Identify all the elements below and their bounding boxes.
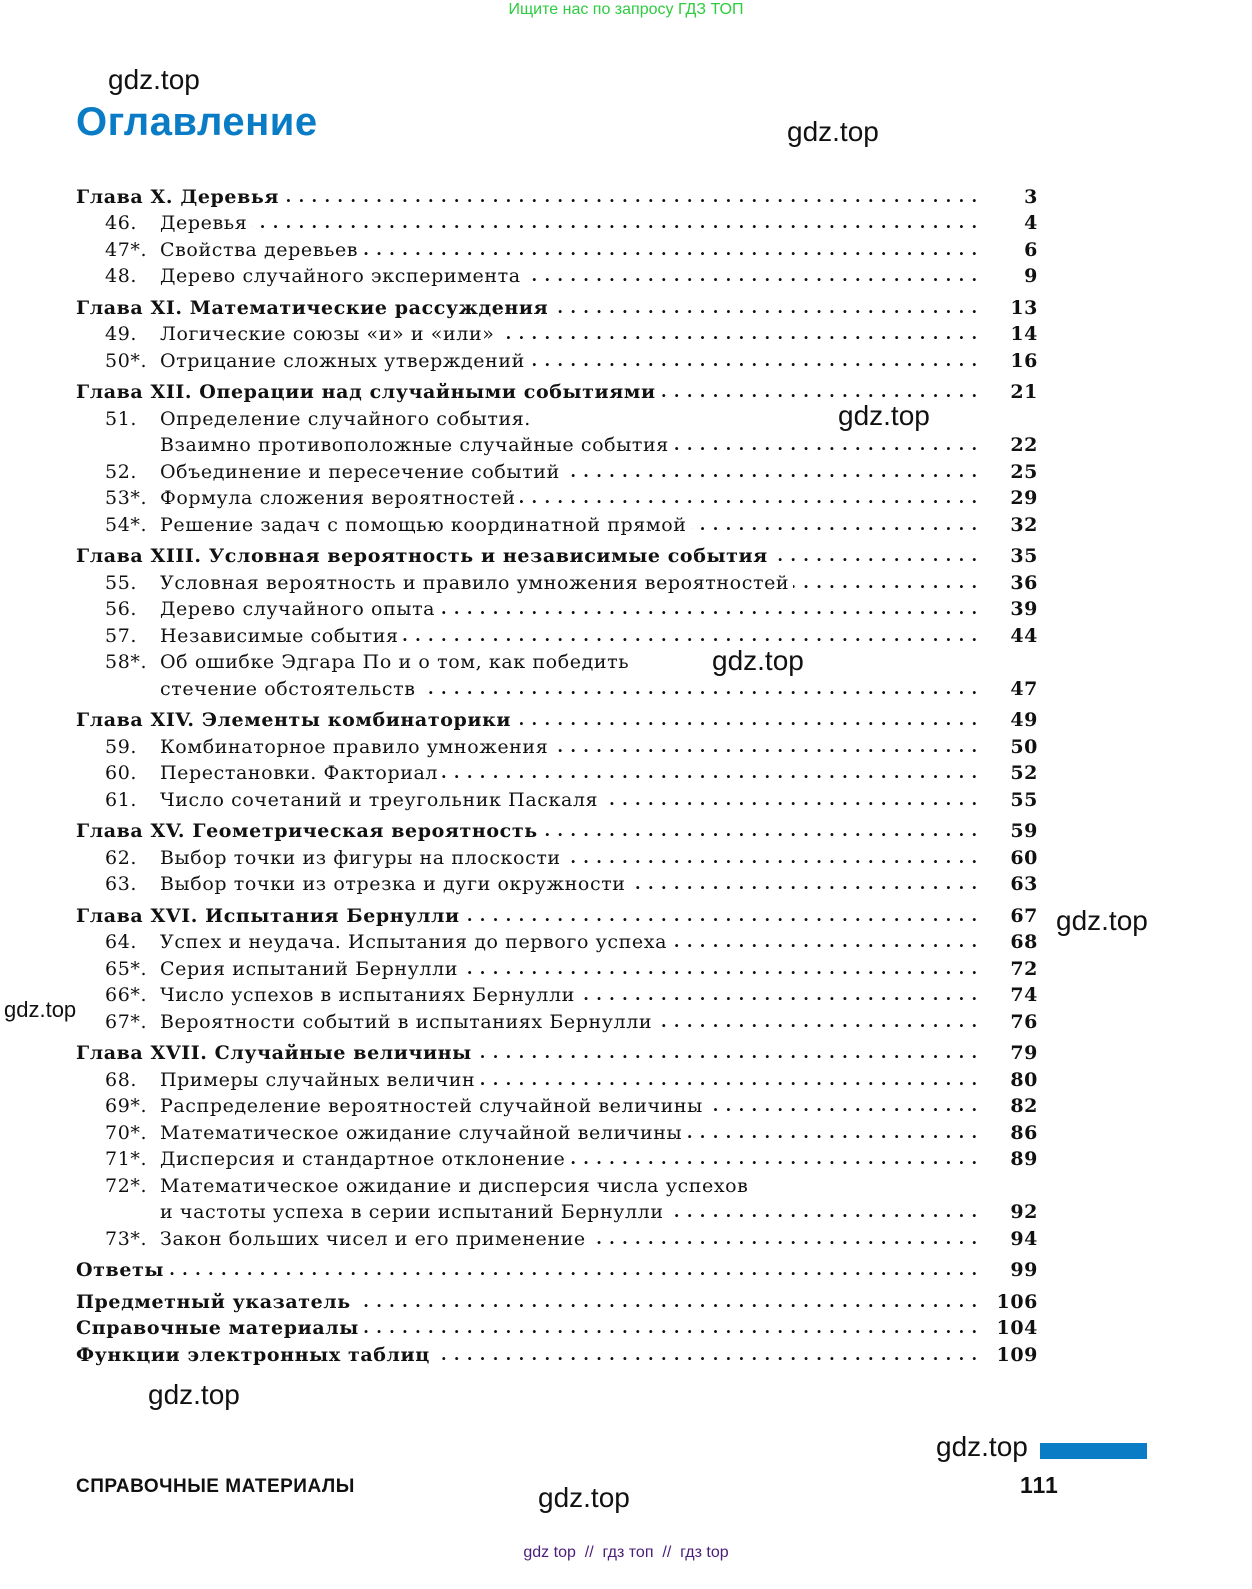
section-title: Вероятности событий в испытаниях Бернулли	[160, 1013, 656, 1032]
section-number: 66*.	[105, 984, 148, 1006]
toc-section-entry[interactable]	[76, 1090, 1038, 1117]
dot-leader	[439, 600, 978, 619]
dot-leader	[660, 383, 978, 402]
page-number: 63	[1010, 873, 1038, 895]
dot-leader	[691, 516, 978, 535]
section-number: 67*.	[105, 1010, 148, 1033]
chapter-title: Глава XI. Математические рассуждения	[76, 299, 552, 318]
toc-chapter-entry[interactable]	[76, 815, 1038, 842]
section-title: Примеры случайных величин	[160, 1071, 479, 1090]
page-number: 109	[996, 1343, 1038, 1366]
toc-section-entry[interactable]	[76, 1143, 1038, 1170]
section-title: Выбор точки из отрезка и дуги окружности	[160, 875, 630, 894]
toc-chapter-entry[interactable]	[76, 1254, 1038, 1281]
dot-leader	[569, 1150, 978, 1169]
page-number: 106	[996, 1290, 1038, 1313]
dot-leader	[525, 267, 978, 286]
section-number: 65*.	[105, 957, 148, 980]
dot-leader	[520, 489, 978, 508]
section-number: 59.	[105, 735, 138, 758]
section-number: 56.	[105, 598, 138, 620]
section-title: Решение задач с помощью координатной прямой	[160, 516, 691, 535]
section-number: 46.	[105, 212, 138, 234]
page-number: 36	[1010, 571, 1038, 594]
section-title: Логические союзы «и» и «или»	[160, 325, 498, 344]
section-title: Математическое ожидание и дисперсия числа успехов	[160, 1177, 752, 1196]
toc-section-entry[interactable]	[76, 672, 1038, 699]
toc-section-entry[interactable]	[76, 952, 1038, 979]
page-number: 14	[1010, 323, 1038, 345]
page-number: 80	[1010, 1068, 1038, 1091]
dot-leader	[251, 214, 978, 233]
dot-leader	[565, 849, 978, 868]
page-number: 55	[1010, 788, 1038, 811]
dot-leader	[464, 907, 978, 926]
page-number: 94	[1010, 1227, 1038, 1250]
toc-section-entry[interactable]	[76, 1005, 1038, 1032]
toc-section-entry[interactable]	[76, 730, 1038, 757]
dot-leader	[630, 875, 978, 894]
toc-section-entry[interactable]	[76, 979, 1038, 1006]
page-number: 92	[1010, 1201, 1038, 1223]
section-title: Комбинаторное правило умножения	[160, 738, 552, 757]
toc-section-entry[interactable]	[76, 482, 1038, 509]
page-number: 3	[1024, 185, 1038, 208]
toc-section-entry[interactable]	[76, 429, 1038, 456]
toc-section-entry[interactable]	[76, 645, 1038, 676]
dot-leader	[476, 1044, 978, 1063]
watermark: gdz.top	[838, 400, 930, 431]
toc-section-entry[interactable]	[76, 344, 1038, 371]
section-title: Взаимно противоположные случайные события	[160, 436, 673, 455]
page-number: 68	[1010, 931, 1038, 953]
top-search-banner: Ищите нас по запросу ГДЗ ТОП	[508, 1, 744, 18]
dot-leader	[590, 1230, 978, 1249]
dot-leader	[552, 299, 978, 318]
section-number: 48.	[105, 265, 138, 287]
page-number: 52	[1010, 762, 1038, 784]
page-number: 32	[1010, 513, 1038, 536]
chapter-title: Глава XV. Геометрическая вероятность	[76, 822, 542, 841]
page-number: 60	[1010, 846, 1038, 869]
section-title: Выбор точки из фигуры на плоскости	[160, 849, 565, 868]
page-number: 21	[1010, 381, 1038, 403]
page-number: 89	[1010, 1148, 1038, 1170]
section-number: 60.	[105, 762, 138, 784]
section-number: 53*.	[105, 487, 148, 509]
dot-leader	[564, 463, 978, 482]
page-number: 9	[1024, 265, 1038, 287]
section-title: Число успехов в испытаниях Бернулли	[160, 986, 579, 1005]
section-title: Распределение вероятностей случайной величины	[160, 1097, 707, 1116]
dot-leader	[686, 1124, 978, 1143]
dot-leader	[656, 1013, 978, 1032]
page-number: 104	[996, 1317, 1038, 1339]
toc-section-entry[interactable]	[76, 1063, 1038, 1090]
page-number: 44	[1010, 624, 1038, 647]
toc-chapter-entry[interactable]	[76, 1037, 1038, 1064]
section-number: 71*.	[105, 1148, 148, 1170]
section-number: 61.	[105, 788, 138, 811]
toc-chapter-entry[interactable]	[76, 704, 1038, 731]
toc-section-entry[interactable]	[76, 926, 1038, 953]
section-title: Независимые события	[160, 627, 403, 646]
section-number: 63.	[105, 873, 138, 895]
toc-chapter-entry[interactable]	[76, 899, 1038, 926]
section-number: 55.	[105, 571, 138, 594]
toc-section-entry[interactable]	[76, 508, 1038, 535]
section-number: 51.	[105, 407, 138, 430]
dot-leader	[355, 1293, 978, 1312]
section-title: Закон больших чисел и его применение	[160, 1230, 590, 1249]
dot-leader	[442, 764, 978, 783]
dot-leader	[403, 627, 978, 646]
section-title: Серия испытаний Бернулли	[160, 960, 462, 979]
dot-leader	[479, 1071, 978, 1090]
watermark: gdz.top	[1056, 905, 1148, 936]
page-number: 22	[1010, 434, 1038, 456]
section-title: Деревья	[160, 214, 251, 233]
dot-leader	[671, 933, 978, 952]
watermark: gdz.top	[936, 1431, 1028, 1462]
section-number: 50*.	[105, 349, 148, 372]
dot-leader	[673, 436, 978, 455]
page-title: Оглавление	[76, 100, 318, 144]
dot-leader	[707, 1097, 978, 1116]
toc-section-entry[interactable]	[76, 207, 1038, 234]
page-number: 86	[1010, 1121, 1038, 1144]
section-number: 49.	[105, 323, 138, 345]
chapter-title: Глава XVII. Случайные величины	[76, 1044, 476, 1063]
page-number: 6	[1024, 238, 1038, 261]
table-of-contents	[76, 180, 1038, 1365]
toc-section-entry[interactable]	[76, 455, 1038, 482]
dot-leader	[633, 653, 978, 672]
watermark: gdz.top	[712, 645, 804, 676]
page-number: 79	[1010, 1042, 1038, 1064]
section-number: 73*.	[105, 1227, 148, 1250]
watermark: gdz.top	[787, 116, 879, 147]
page-number: 16	[1010, 349, 1038, 372]
section-title: Об ошибке Эдгара По и о том, как победить	[160, 653, 633, 672]
section-title: Успех и неудача. Испытания до первого успеха	[160, 933, 671, 952]
section-title: Свойства деревьев	[160, 241, 362, 260]
page-number: 47	[1010, 677, 1038, 700]
dot-leader	[363, 1319, 978, 1338]
dot-leader	[515, 711, 978, 730]
chapter-title: Справочные материалы	[76, 1319, 363, 1338]
section-number: 70*.	[105, 1121, 148, 1144]
section-title: Дисперсия и стандартное отклонение	[160, 1150, 569, 1169]
chapter-title: Глава XII. Операции над случайными событиями	[76, 383, 660, 402]
section-title: и частоты успеха в серии испытаний Бернулли	[160, 1203, 668, 1222]
watermark: gdz.top	[538, 1482, 630, 1513]
chapter-title: Глава XIV. Элементы комбинаторики	[76, 711, 515, 730]
section-number: 58*.	[105, 651, 148, 673]
footer-section-label: СПРАВОЧНЫЕ МАТЕРИАЛЫ	[76, 1476, 355, 1497]
toc-section-entry[interactable]	[76, 593, 1038, 620]
page-number: 49	[1010, 709, 1038, 731]
toc-chapter-entry[interactable]	[76, 180, 1038, 207]
section-number: 47*.	[105, 238, 148, 261]
page-number: 50	[1010, 735, 1038, 758]
dot-leader	[552, 738, 978, 757]
dot-leader	[168, 1261, 978, 1280]
chapter-title: Функции электронных таблиц	[76, 1346, 434, 1365]
toc-section-entry[interactable]	[76, 619, 1038, 646]
section-number: 64.	[105, 931, 138, 953]
section-number: 52.	[105, 460, 138, 483]
section-number: 62.	[105, 846, 138, 869]
toc-chapter-entry[interactable]	[76, 1285, 1038, 1312]
chapter-title: Ответы	[76, 1261, 168, 1280]
page-number: 4	[1024, 212, 1038, 234]
section-title: Определение случайного события.	[160, 410, 535, 429]
toc-chapter-entry[interactable]	[76, 291, 1038, 318]
section-title: Дерево случайного опыта	[160, 600, 439, 619]
dot-leader	[498, 325, 978, 344]
toc-section-entry[interactable]	[76, 783, 1038, 810]
dot-leader	[462, 960, 978, 979]
footer-accent-bar	[1040, 1443, 1147, 1459]
section-title: Математическое ожидание случайной величины	[160, 1124, 686, 1143]
dot-leader	[772, 547, 978, 566]
page-number: 39	[1010, 598, 1038, 620]
dot-leader	[362, 241, 978, 260]
toc-section-entry[interactable]	[76, 260, 1038, 287]
page-number: 74	[1010, 984, 1038, 1006]
dot-leader	[579, 986, 978, 1005]
toc-section-entry[interactable]	[76, 841, 1038, 868]
toc-section-entry[interactable]	[76, 1169, 1038, 1196]
dot-leader	[283, 188, 978, 207]
page-number: 67	[1010, 904, 1038, 927]
dot-leader	[668, 1203, 978, 1222]
section-title: Условная вероятность и правило умножения вероятностей	[160, 574, 793, 593]
dot-leader	[793, 574, 978, 593]
toc-section-entry[interactable]	[76, 318, 1038, 345]
page-number: 13	[1010, 296, 1038, 319]
page-number: 99	[1010, 1259, 1038, 1281]
section-number: 54*.	[105, 513, 148, 536]
dot-leader	[434, 1346, 978, 1365]
section-title: Отрицание сложных утверждений	[160, 352, 529, 371]
page-number: 82	[1010, 1095, 1038, 1117]
toc-chapter-entry[interactable]	[76, 1312, 1038, 1339]
toc-section-entry[interactable]	[76, 868, 1038, 895]
page-number: 76	[1010, 1010, 1038, 1033]
toc-chapter-entry[interactable]	[76, 1338, 1038, 1365]
page-number: 25	[1010, 460, 1038, 483]
chapter-title: Глава X. Деревья	[76, 188, 283, 207]
toc-section-entry[interactable]	[76, 1116, 1038, 1143]
section-number: 69*.	[105, 1095, 148, 1117]
section-title: Объединение и пересечение событий	[160, 463, 564, 482]
watermark: gdz.top	[148, 1379, 240, 1410]
section-title: Число сочетаний и треугольник Паскаля	[160, 791, 602, 810]
toc-section-entry[interactable]	[76, 1222, 1038, 1249]
section-title: Формула сложения вероятностей	[160, 489, 520, 508]
chapter-title: Предметный указатель	[76, 1293, 355, 1312]
section-number: 72*.	[105, 1174, 148, 1197]
page-number: 35	[1010, 545, 1038, 567]
page-number: 29	[1010, 487, 1038, 509]
watermark: gdz.top	[108, 64, 200, 95]
dot-leader	[529, 352, 978, 371]
footer-page-number: 111	[1020, 1472, 1059, 1498]
dot-leader	[602, 791, 978, 810]
bottom-banner: gdz top // гдз топ // гдз top	[523, 1544, 729, 1561]
section-title: Перестановки. Факториал	[160, 764, 442, 783]
toc-section-entry[interactable]	[76, 566, 1038, 593]
watermark: gdz.top	[4, 997, 77, 1022]
toc-chapter-entry[interactable]	[76, 540, 1038, 567]
chapter-title: Глава XIII. Условная вероятность и независимые события	[76, 547, 772, 566]
chapter-title: Глава XVI. Испытания Бернулли	[76, 907, 464, 926]
section-number: 57.	[105, 624, 138, 647]
section-title: стечение обстоятельств	[160, 680, 420, 699]
page-number: 59	[1010, 820, 1038, 842]
dot-leader	[752, 1177, 978, 1196]
section-number: 68.	[105, 1068, 138, 1091]
toc-section-entry[interactable]	[76, 757, 1038, 784]
toc-chapter-entry[interactable]	[76, 376, 1038, 403]
section-title: Дерево случайного эксперимента	[160, 267, 525, 286]
dot-leader	[420, 680, 979, 699]
page-number: 72	[1010, 957, 1038, 980]
dot-leader	[542, 822, 978, 841]
toc-section-entry[interactable]	[76, 233, 1038, 260]
toc-section-entry[interactable]	[76, 1196, 1038, 1223]
